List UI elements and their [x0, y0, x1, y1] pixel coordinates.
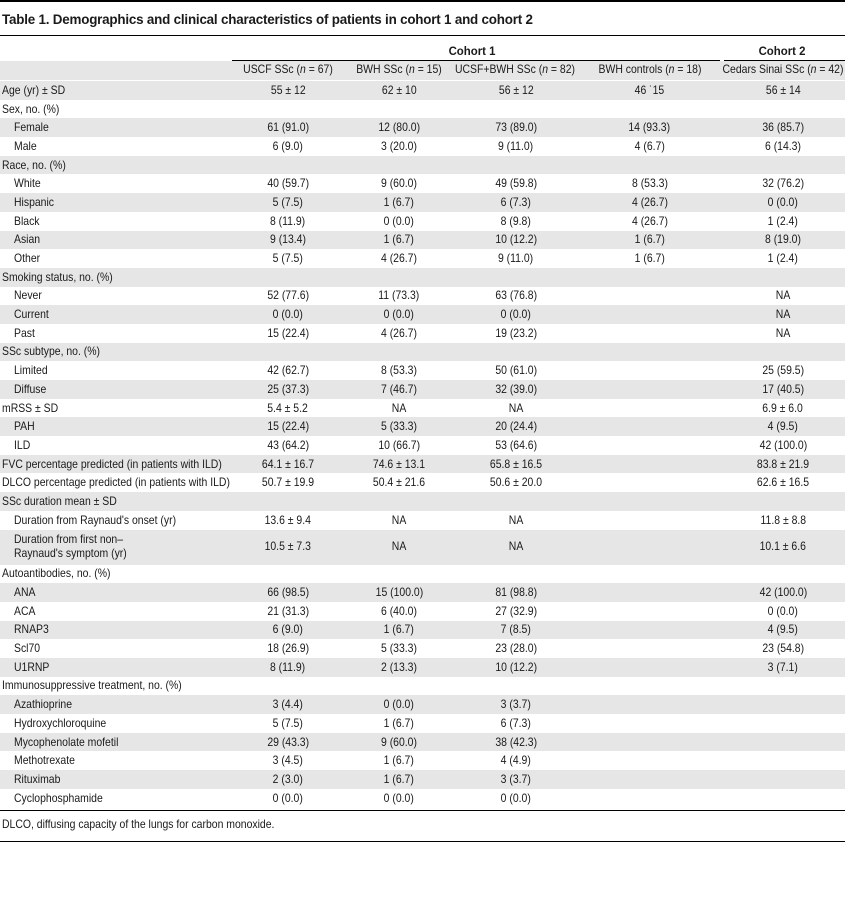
cell-col-4	[578, 695, 721, 714]
cell-col-1: 3 (4.4)	[232, 695, 344, 714]
cell-col-3	[454, 677, 578, 696]
cell-col-5	[721, 714, 845, 733]
table-row	[0, 324, 845, 343]
table-row	[0, 100, 845, 119]
cell-col-5	[721, 695, 845, 714]
cell-col-5: 25 (59.5)	[762, 364, 804, 378]
cell-col-5	[721, 789, 845, 808]
cell-col-5: 56 ± 14	[721, 81, 845, 100]
row-label: Rituximab	[0, 770, 232, 789]
cell-col-1: 29 (43.3)	[232, 733, 344, 752]
cell-col-3: 20 (24.4)	[454, 417, 578, 436]
cell-col-5	[721, 565, 845, 584]
table-row	[0, 789, 845, 808]
cell-col-5: 0 (0.0)	[721, 193, 845, 212]
row-label: ACA	[14, 604, 36, 618]
cell-col-4	[578, 565, 721, 584]
cell-col-3: 73 (89.0)	[454, 118, 578, 137]
cell-col-3	[454, 100, 578, 119]
table-row	[0, 399, 845, 418]
cell-col-1	[232, 492, 344, 511]
cell-col-2: 0 (0.0)	[344, 305, 454, 324]
cell-col-1	[232, 100, 344, 119]
cell-col-3: 3 (3.7)	[454, 695, 578, 714]
cell-col-3: 9 (11.0)	[498, 252, 534, 266]
cell-col-3	[454, 156, 578, 175]
cell-col-3: 63 (76.8)	[495, 289, 537, 303]
cell-col-3: 81 (98.8)	[454, 583, 578, 602]
row-label: Methotrexate	[14, 754, 75, 768]
table-row	[0, 770, 845, 789]
cell-col-1: 15 (22.4)	[232, 417, 344, 436]
cell-col-4	[578, 455, 721, 474]
cell-col-5: 3 (7.1)	[721, 658, 845, 677]
cell-col-5	[721, 677, 845, 696]
table-row	[0, 81, 845, 100]
cell-col-2: 0 (0.0)	[344, 695, 454, 714]
table-row	[0, 249, 845, 268]
cell-col-5: NA	[775, 326, 791, 340]
table-row	[0, 658, 845, 677]
table-row	[0, 473, 845, 492]
cell-col-3: 23 (28.0)	[495, 642, 537, 656]
column-header-5: Cedars Sinai SSc (n = 42)	[722, 63, 844, 76]
title-rule	[0, 35, 845, 36]
cell-col-4	[578, 473, 721, 492]
cell-col-5	[721, 343, 845, 362]
cell-col-3: 56 ± 12	[454, 81, 578, 100]
row-label: ANA	[0, 583, 232, 602]
row-label: Never	[14, 289, 42, 303]
cell-col-2: 12 (80.0)	[344, 118, 454, 137]
cell-col-5: 11.8 ± 8.8	[760, 513, 806, 527]
cell-col-3: 6 (7.3)	[454, 193, 578, 212]
row-label: ILD	[14, 438, 31, 452]
cell-col-2: 2 (13.3)	[344, 658, 454, 677]
cell-col-5	[721, 770, 845, 789]
cell-col-4	[578, 530, 721, 565]
cell-col-1: 21 (31.3)	[267, 604, 309, 618]
cell-col-2: 1 (6.7)	[344, 621, 454, 640]
cell-col-1	[232, 156, 344, 175]
table-row	[0, 268, 845, 287]
cell-col-2: 9 (60.0)	[381, 177, 417, 191]
cell-col-4	[578, 361, 721, 380]
row-label: Scl70	[14, 642, 41, 656]
cell-col-4	[578, 156, 721, 175]
column-header-1: USCF SSc (n = 67)	[243, 63, 333, 76]
cell-col-4: 4 (26.7)	[578, 193, 721, 212]
cell-col-4: 8 (53.3)	[631, 177, 668, 191]
table-row	[0, 118, 845, 137]
cell-col-5: 4 (9.5)	[721, 621, 845, 640]
cell-col-3: 53 (64.6)	[495, 438, 537, 452]
cell-col-5: 6 (14.3)	[765, 139, 801, 153]
cell-col-3: 0 (0.0)	[500, 791, 532, 805]
cell-col-1: 8 (11.9)	[232, 658, 344, 677]
cell-col-1: 10.5 ± 7.3	[232, 530, 344, 565]
cell-col-4: 46 ˙15	[578, 81, 721, 100]
cell-col-5: 32 (76.2)	[762, 177, 804, 191]
cell-col-5: 0 (0.0)	[767, 604, 799, 618]
row-label: Duration from Raynaud's onset (yr)	[14, 513, 177, 527]
column-header-2: BWH SSc (n = 15)	[356, 63, 442, 76]
cell-col-4	[578, 677, 721, 696]
row-label: RNAP3	[0, 621, 232, 640]
data-table	[0, 81, 845, 807]
table-row	[0, 751, 845, 770]
cell-col-2: 1 (6.7)	[344, 193, 454, 212]
cell-col-2: 0 (0.0)	[383, 791, 415, 805]
cell-col-5	[721, 492, 845, 511]
cell-col-5: 42 (100.0)	[721, 583, 845, 602]
row-label: Azathioprine	[0, 695, 232, 714]
cell-col-2: 15 (100.0)	[344, 583, 454, 602]
cell-col-4	[578, 733, 721, 752]
cell-col-5	[721, 751, 845, 770]
row-label: Immunosuppressive treatment, no. (%)	[2, 679, 182, 693]
cell-col-3: 50.6 ± 20.0	[489, 476, 543, 490]
cell-col-4	[578, 380, 721, 399]
cell-col-2: 11 (73.3)	[378, 289, 420, 303]
cell-col-1: 61 (91.0)	[232, 118, 344, 137]
cell-col-2: 1 (6.7)	[344, 770, 454, 789]
cell-col-2: 5 (33.3)	[344, 417, 454, 436]
row-label: Asian	[0, 231, 232, 250]
cell-col-1	[232, 268, 344, 287]
row-label: Cyclophosphamide	[14, 791, 103, 805]
row-label: DLCO percentage predicted (in patients with ILD)	[2, 476, 230, 490]
cell-col-2: NA	[391, 401, 407, 415]
row-label: Other	[14, 252, 41, 266]
cell-col-3	[454, 268, 578, 287]
table-row	[0, 343, 845, 362]
cell-col-3: 8 (9.8)	[500, 214, 532, 228]
table-row	[0, 417, 845, 436]
cell-col-1: 5.4 ± 5.2	[267, 401, 309, 415]
cell-col-3: NA	[508, 513, 524, 527]
cell-col-2	[344, 100, 454, 119]
cell-col-5: 10.1 ± 6.6	[721, 530, 845, 565]
cell-col-4	[578, 399, 721, 418]
cell-col-4	[578, 511, 721, 530]
cell-col-2: 62 ± 10	[344, 81, 454, 100]
cell-col-5: 23 (54.8)	[762, 642, 804, 656]
cell-col-2: 5 (33.3)	[381, 642, 417, 656]
cell-col-3: 10 (12.2)	[454, 658, 578, 677]
top-rule	[0, 0, 845, 2]
table-row	[0, 361, 845, 380]
cell-col-1: 64.1 ± 16.7	[232, 455, 344, 474]
cell-col-3: 49 (59.8)	[495, 177, 537, 191]
row-label: Duration from first non–Raynaud's symptom (yr)	[0, 530, 232, 565]
row-label: Current	[0, 305, 232, 324]
row-label: Hispanic	[0, 193, 232, 212]
table-row	[0, 583, 845, 602]
cell-col-1: 50.7 ± 19.9	[261, 476, 315, 490]
table-row	[0, 621, 845, 640]
row-label: PAH	[0, 417, 232, 436]
cell-col-1	[232, 343, 344, 362]
row-label: U1RNP	[0, 658, 232, 677]
cell-col-5	[721, 268, 845, 287]
cell-col-1: 6 (9.0)	[272, 139, 304, 153]
cell-col-1: 8 (11.9)	[270, 214, 306, 228]
cell-col-4	[578, 602, 721, 621]
cell-col-4	[578, 751, 721, 770]
cell-col-4: 4 (26.7)	[631, 214, 668, 228]
cell-col-1: 55 ± 12	[232, 81, 344, 100]
table-row	[0, 511, 845, 530]
row-label: Female	[0, 118, 232, 137]
row-label: SSc duration mean ± SD	[0, 492, 232, 511]
table-row	[0, 639, 845, 658]
table-row	[0, 565, 845, 584]
cell-col-4	[578, 583, 721, 602]
table-row	[0, 436, 845, 455]
cell-col-2	[344, 677, 454, 696]
cell-col-4	[578, 658, 721, 677]
table-row	[0, 695, 845, 714]
cell-col-2	[344, 343, 454, 362]
cell-col-4	[578, 343, 721, 362]
cell-col-2: 4 (26.7)	[381, 326, 417, 340]
cell-col-3	[454, 565, 578, 584]
cell-col-4: 1 (6.7)	[578, 231, 721, 250]
table-row	[0, 714, 845, 733]
cell-col-5: 1 (2.4)	[767, 252, 799, 266]
cell-col-4	[578, 305, 721, 324]
table-row	[0, 193, 845, 212]
table-row	[0, 677, 845, 696]
cohort1-header: Cohort 1	[448, 44, 496, 58]
page-bottom-rule	[0, 841, 845, 842]
cell-col-5: NA	[721, 305, 845, 324]
cell-col-1: 25 (37.3)	[232, 380, 344, 399]
cell-col-2	[344, 156, 454, 175]
cell-col-4	[578, 436, 721, 455]
cell-col-5: 17 (40.5)	[721, 380, 845, 399]
table-row	[0, 380, 845, 399]
cell-col-2: 50.4 ± 21.6	[372, 476, 426, 490]
cell-col-2: 4 (26.7)	[381, 252, 417, 266]
cell-col-4	[578, 714, 721, 733]
cell-col-4	[578, 324, 721, 343]
cell-col-4	[578, 417, 721, 436]
row-label: Black	[14, 214, 40, 228]
table-row	[0, 174, 845, 193]
cell-col-1: 18 (26.9)	[267, 642, 309, 656]
cell-col-5	[721, 733, 845, 752]
cell-col-1: 5 (7.5)	[232, 193, 344, 212]
cell-col-5: 62.6 ± 16.5	[756, 476, 810, 490]
cell-col-5	[721, 100, 845, 119]
cell-col-4	[578, 639, 721, 658]
row-label: Male	[14, 139, 37, 153]
cell-col-5: 83.8 ± 21.9	[721, 455, 845, 474]
cell-col-1: 5 (7.5)	[272, 716, 304, 730]
row-label: Diffuse	[0, 380, 232, 399]
row-label: Past	[14, 326, 35, 340]
cell-col-2: 7 (46.7)	[344, 380, 454, 399]
cell-col-4	[578, 268, 721, 287]
cell-col-5: 36 (85.7)	[721, 118, 845, 137]
cell-col-4	[578, 770, 721, 789]
table-row	[0, 137, 845, 156]
table-row	[0, 231, 845, 250]
cell-col-4	[578, 789, 721, 808]
cell-col-3: 7 (8.5)	[454, 621, 578, 640]
column-header-3: UCSF+BWH SSc (n = 82)	[454, 63, 576, 76]
cell-col-3: 27 (32.9)	[495, 604, 537, 618]
cell-col-2: 0 (0.0)	[383, 214, 415, 228]
cell-col-2	[344, 565, 454, 584]
cell-col-2	[344, 268, 454, 287]
cell-col-3	[454, 492, 578, 511]
cell-col-5: 42 (100.0)	[759, 438, 807, 452]
table-row	[0, 212, 845, 231]
cell-col-3: NA	[454, 530, 578, 565]
row-label: FVC percentage predicted (in patients with ILD)	[0, 455, 232, 474]
cell-col-1: 0 (0.0)	[232, 305, 344, 324]
row-label: Mycophenolate mofetil	[0, 733, 232, 752]
cell-col-3: 38 (42.3)	[454, 733, 578, 752]
row-label: Hydroxychloroquine	[14, 716, 107, 730]
table-row	[0, 492, 845, 511]
table-row	[0, 602, 845, 621]
cell-col-1: 9 (13.4)	[232, 231, 344, 250]
cell-col-2: 1 (6.7)	[383, 754, 415, 768]
cell-col-2: 10 (66.7)	[378, 438, 420, 452]
row-label: mRSS ± SD	[2, 401, 59, 415]
cell-col-1: 0 (0.0)	[272, 791, 304, 805]
table-row	[0, 530, 845, 565]
cell-col-5	[721, 156, 845, 175]
cell-col-2: NA	[344, 530, 454, 565]
cell-col-3: 50 (61.0)	[495, 364, 537, 378]
row-label: Sex, no. (%)	[2, 102, 60, 116]
cell-col-3: 19 (23.2)	[495, 326, 537, 340]
cell-col-2: NA	[391, 513, 407, 527]
cell-col-4: 1 (6.7)	[634, 252, 665, 266]
cell-col-3: 10 (12.2)	[454, 231, 578, 250]
cell-col-4	[578, 100, 721, 119]
cell-col-2: 3 (20.0)	[381, 139, 417, 153]
cell-col-1: 13.6 ± 9.4	[264, 513, 312, 527]
table-row	[0, 733, 845, 752]
cell-col-4: 14 (93.3)	[578, 118, 721, 137]
cell-col-2: 1 (6.7)	[344, 231, 454, 250]
table-bottom-rule	[0, 810, 845, 811]
table-row	[0, 287, 845, 306]
cell-col-3	[454, 343, 578, 362]
row-label: Autoantibodies, no. (%)	[2, 567, 111, 581]
cell-col-1: 2 (3.0)	[232, 770, 344, 789]
cell-col-2: 6 (40.0)	[381, 604, 417, 618]
cell-col-1: 3 (4.5)	[272, 754, 304, 768]
row-label: Limited	[14, 364, 48, 378]
cell-col-3: 3 (3.7)	[454, 770, 578, 789]
cell-col-1: 40 (59.7)	[267, 177, 309, 191]
table-title: Table 1. Demographics and clinical characteristics of patients in cohort 1 and cohort 2	[2, 12, 533, 27]
cell-col-4	[578, 287, 721, 306]
cell-col-1	[232, 565, 344, 584]
cell-col-3: 65.8 ± 16.5	[454, 455, 578, 474]
row-label: White	[14, 177, 41, 191]
cell-col-5: NA	[775, 289, 791, 303]
row-label: Smoking status, no. (%)	[0, 268, 232, 287]
cell-col-3: NA	[508, 401, 524, 415]
cell-col-2: 74.6 ± 13.1	[344, 455, 454, 474]
cell-col-1	[232, 677, 344, 696]
cell-col-5: 4 (9.5)	[721, 417, 845, 436]
table-row	[0, 455, 845, 474]
table-row	[0, 156, 845, 175]
cell-col-1: 43 (64.2)	[267, 438, 309, 452]
cell-col-3: 9 (11.0)	[498, 139, 534, 153]
cell-col-2	[344, 492, 454, 511]
row-label: Race, no. (%)	[0, 156, 232, 175]
cohort2-header: Cohort 2	[758, 44, 806, 58]
cell-col-1: 15 (22.4)	[267, 326, 309, 340]
cell-col-3: 6 (7.3)	[500, 716, 532, 730]
cell-col-2: 8 (53.3)	[381, 364, 417, 378]
row-label: SSc subtype, no. (%)	[0, 343, 232, 362]
cell-col-1: 52 (77.6)	[267, 289, 309, 303]
row-label: Age (yr) ± SD	[0, 81, 232, 100]
column-header-4: BWH controls (n = 18)	[598, 63, 702, 76]
cell-col-4	[578, 621, 721, 640]
table-row	[0, 305, 845, 324]
cell-col-1: 42 (62.7)	[267, 364, 309, 378]
footnote: DLCO, diffusing capacity of the lungs for carbon monoxide.	[2, 818, 275, 831]
cell-col-1: 6 (9.0)	[232, 621, 344, 640]
cell-col-5: 8 (19.0)	[721, 231, 845, 250]
cell-col-4: 4 (6.7)	[634, 139, 665, 153]
cell-col-4	[578, 492, 721, 511]
cell-col-2: 1 (6.7)	[383, 716, 415, 730]
cell-col-3: 4 (4.9)	[500, 754, 532, 768]
cell-col-1: 5 (7.5)	[272, 252, 304, 266]
cell-col-5: 6.9 ± 6.0	[762, 401, 804, 415]
cell-col-1: 66 (98.5)	[232, 583, 344, 602]
cell-col-3: 0 (0.0)	[454, 305, 578, 324]
cell-col-5: 1 (2.4)	[767, 214, 799, 228]
cell-col-2: 9 (60.0)	[344, 733, 454, 752]
cell-col-3: 32 (39.0)	[454, 380, 578, 399]
